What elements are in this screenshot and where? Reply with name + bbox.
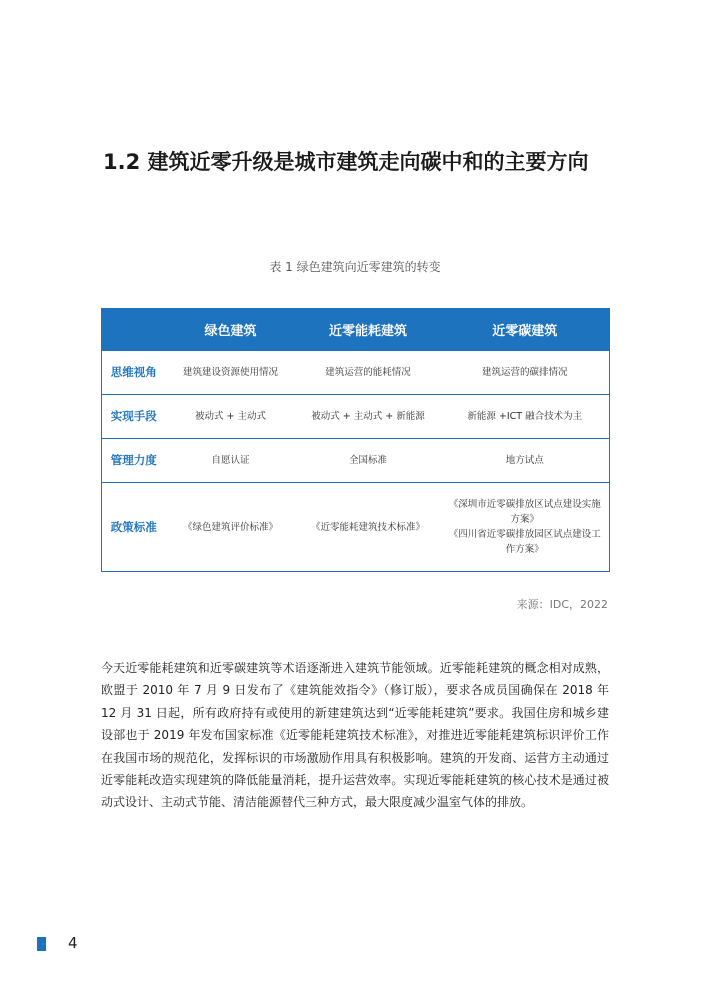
row-label: 管理力度	[102, 439, 166, 483]
table-cell: 新能源 +ICT 融合技术为主	[441, 395, 610, 439]
row-label: 政策标准	[102, 483, 166, 572]
table-cell: 地方试点	[441, 439, 610, 483]
table-cell: 被动式 + 主动式 + 新能源	[296, 395, 441, 439]
header-near-zero-energy: 近零能耗建筑	[296, 309, 441, 351]
table-cell: 建筑运营的能耗情况	[296, 351, 441, 395]
body-paragraph: 今天近零能耗建筑和近零碳建筑等术语逐渐进入建筑节能领域。近零能耗建筑的概念相对成熟，欧盟于 2010 年 7 月 9 日发布了《建筑能效指令》（修订版），要求各成员国确保在 2018 年 12 月 31 日起，所有政府持有或使用的新建建筑达到“近零能耗建筑”要求。我国住房和城乡建设部也于 2019 年发布国家标准《近零能耗建筑技术标准》，对推进近零能耗建筑标识评价工作在我国市场的规范化，发挥标识的市场激励作用具有积极影响。建筑的开发商、运营方主动通过近零能耗改造实现建筑的降低能量消耗，提升运营效率。实现近零能耗建筑的核心技术是通过被动式设计、主动式节能、清洁能源替代三种方式，最大限度减少温室气体的排放。	[101, 661, 609, 810]
page-marker-bar	[37, 937, 46, 951]
table-row	[102, 395, 610, 439]
table-caption: 表 1 绿色建筑向近零建筑的转变	[269, 260, 441, 274]
table-row	[102, 351, 610, 395]
comparison-table	[101, 308, 610, 572]
table-cell: 《绿色建筑评价标准》	[166, 483, 296, 572]
table-cell: 建筑建设资源使用情况	[166, 351, 296, 395]
section-title: 1.2 建筑近零升级是城市建筑走向碳中和的主要方向	[103, 150, 589, 174]
table-header-row	[102, 309, 610, 351]
table-cell: 《近零能耗建筑技术标准》	[296, 483, 441, 572]
table-row	[102, 439, 610, 483]
table-cell: 被动式 + 主动式	[166, 395, 296, 439]
header-green-building: 绿色建筑	[166, 309, 296, 351]
table-row	[102, 483, 610, 572]
table-cell: 自愿认证	[166, 439, 296, 483]
header-empty-cell	[102, 309, 166, 351]
header-near-zero-carbon: 近零碳建筑	[441, 309, 610, 351]
table-cell: 建筑运营的碳排情况	[441, 351, 610, 395]
row-label: 实现手段	[102, 395, 166, 439]
table-source-note: 来源：IDC，2022	[516, 598, 608, 611]
table-cell: 《深圳市近零碳排放区试点建设实施方案》 《四川省近零碳排放园区试点建设工作方案》	[441, 483, 610, 572]
page-number: 4	[68, 934, 78, 952]
row-label: 思维视角	[102, 351, 166, 395]
table-cell: 全国标准	[296, 439, 441, 483]
